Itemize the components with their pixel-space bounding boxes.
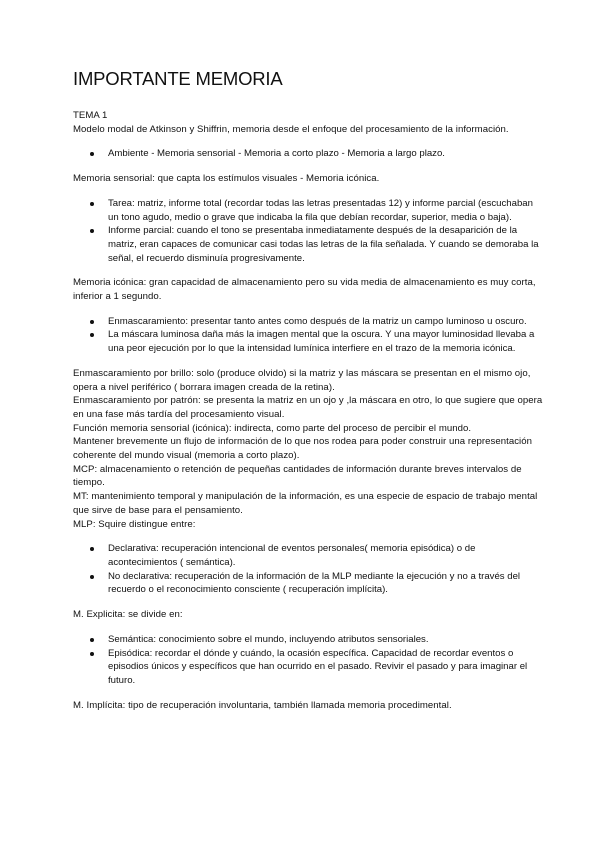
list-item: No declarativa: recuperación de la información de la MLP mediante la ejecución y no a través del recuerdo o el reconocimiento consciente ( recuperación implícita). — [73, 570, 543, 597]
bullet-icon — [90, 638, 94, 642]
list-item: Enmascaramiento: presentar tanto antes como después de la matriz un campo luminoso u oscuro. — [73, 315, 543, 329]
paragraph-mt: MT: mantenimiento temporal y manipulación de la información, es una especie de espacio de trabajo mental que sirve de base para el pensamiento. — [73, 491, 538, 516]
bullet-icon — [90, 652, 94, 656]
bullet-list-enmascaramiento — [73, 315, 543, 356]
document-title: IMPORTANTE MEMORIA — [73, 68, 283, 89]
paragraph-modelo: Modelo modal de Atkinson y Shiffrin, memoria desde el enfoque del procesamiento de la información. — [73, 123, 509, 135]
paragraph-mlp: MLP: Squire distingue entre: — [73, 518, 196, 530]
list-item: Informe parcial: cuando el tono se presentaba inmediatamente después de la desaparición de la matriz, eran capaces de comunicar casi todas las letras de la fila señalada. Y cuando se demoraba la señal, el recuerdo disminuía progresivamente. — [73, 224, 543, 265]
bullet-icon — [90, 152, 94, 156]
list-item: La máscara luminosa daña más la imagen mental que la oscura. Y una mayor luminosidad llevaba a una peor ejecución por lo que la intensidad lumínica interfiere en el trazo de la memoria icónica. — [73, 328, 543, 355]
paragraph-implicita: M. Implícita: tipo de recuperación involuntaria, también llamada memoria procedimental. — [73, 699, 452, 711]
paragraph-mantener: Mantener brevemente un flujo de información de lo que nos rodea para poder construir una representación coherente del mundo visual (memoria a corto plazo). — [73, 436, 533, 462]
paragraph-patron: Enmascaramiento por patrón: se presenta la matriz en un ojo y ,la máscara en otro, lo que sugiere que opera en una fase más tardía del procesamiento visual. — [73, 395, 543, 420]
paragraph-brillo: Enmascaramiento por brillo: solo (produce olvido) si la matriz y las máscara se presentan en el mismo ojo, opera a nivel periférico ( borrara imagen creada de la retina). — [73, 367, 531, 393]
bullet-list-mlp — [73, 542, 543, 597]
bullet-list-modelo — [73, 147, 543, 161]
list-item: Tarea: matriz, informe total (recordar todas las letras presentadas 12) y informe parcial (escuchaban un tono agudo, medio o grave que indicaba la fila que debían recordar, superior, media o baja). — [73, 197, 543, 224]
bullet-list-tarea — [73, 197, 543, 266]
paragraph-explicita: M. Explicita: se divide en: — [73, 609, 183, 621]
bullet-icon — [90, 333, 94, 337]
document-page — [73, 68, 543, 712]
bullet-icon — [90, 202, 94, 206]
paragraph-funcion: Función memoria sensorial (icónica): indirecta, como parte del proceso de percibir el mundo. — [73, 422, 472, 434]
list-item: Semántica: conocimiento sobre el mundo, incluyendo atributos sensoriales. — [73, 633, 543, 647]
list-item: Declarativa: recuperación intencional de eventos personales( memoria episódica) o de acontecimientos ( semántica). — [73, 542, 543, 569]
list-item: Ambiente - Memoria sensorial - Memoria a corto plazo - Memoria a largo plazo. — [73, 147, 543, 161]
bullet-list-explicita — [73, 633, 543, 688]
bullet-icon — [90, 229, 94, 233]
bullet-icon — [90, 575, 94, 579]
bullet-icon — [90, 320, 94, 324]
paragraph-mcp: MCP: almacenamiento o retención de pequeñas cantidades de información durante breves intervalos de tiempo. — [73, 463, 522, 489]
section-heading: TEMA 1 — [73, 110, 108, 121]
list-item: Episódica: recordar el dónde y cuándo, la ocasión específica. Capacidad de recordar eventos o episodios únicos y específicos que han ocurrido en el pasado. Revivir el pasado y para imaginar el futuro. — [73, 647, 543, 688]
paragraph-iconica: Memoria icónica: gran capacidad de almacenamiento pero su vida media de almacenamiento es muy corta, inferior a 1 segundo. — [73, 277, 536, 303]
paragraph-sensorial: Memoria sensorial: que capta los estímulos visuales - Memoria icónica. — [73, 173, 380, 185]
bullet-icon — [90, 547, 94, 551]
